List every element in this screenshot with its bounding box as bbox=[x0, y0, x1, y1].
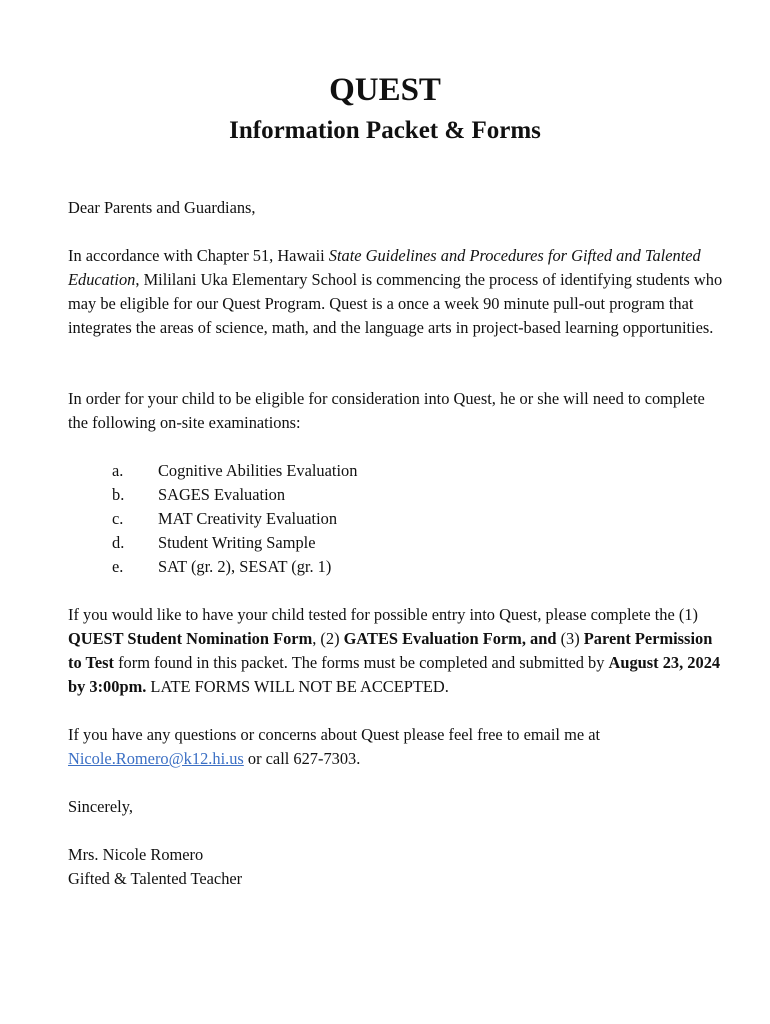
letter-closing: Sincerely, bbox=[68, 797, 133, 816]
letter-greeting: Dear Parents and Guardians, bbox=[68, 198, 256, 217]
exam-label: Student Writing Sample bbox=[158, 533, 316, 552]
contact-phone-text: or call 627-7303. bbox=[243, 749, 361, 768]
forms-text: If you would like to have your child tested for possible entry into Quest, please complete the (1) bbox=[68, 605, 698, 624]
page-title: QUEST bbox=[329, 72, 441, 108]
permission-form-name: Parent Permission to Test bbox=[68, 629, 713, 672]
contact-paragraph bbox=[68, 723, 728, 771]
forms-text: (3) bbox=[556, 629, 584, 648]
list-marker: c. bbox=[112, 509, 124, 528]
list-marker: d. bbox=[112, 533, 125, 552]
signature-role: Gifted & Talented Teacher bbox=[68, 869, 243, 888]
forms-text: form found in this packet. The forms must be completed and submitted by bbox=[114, 653, 609, 672]
exam-label: MAT Creativity Evaluation bbox=[158, 509, 338, 528]
gates-form-name: GATES Evaluation Form, and bbox=[343, 629, 557, 648]
list-item bbox=[112, 507, 357, 531]
exam-label: SAGES Evaluation bbox=[158, 485, 286, 504]
late-forms-warning: LATE FORMS WILL NOT BE ACCEPTED. bbox=[146, 677, 449, 696]
signature-name: Mrs. Nicole Romero bbox=[68, 845, 204, 864]
list-item bbox=[112, 459, 357, 483]
exam-label: SAT (gr. 2), SESAT (gr. 1) bbox=[158, 557, 332, 576]
forms-text: , (2) bbox=[312, 629, 344, 648]
contact-text: If you have any questions or concerns about Quest please feel free to email me at bbox=[68, 725, 601, 744]
list-marker: a. bbox=[112, 461, 124, 480]
nomination-form-name: QUEST Student Nomination Form bbox=[68, 629, 313, 648]
intro-text-end: , Mililani Uka Elementary School is commencing the process of identifying students who may be eligible for our Quest Program. Quest is a once a week 90 minute pull-out program that integrates the areas of science, math, and the language arts in project-based learning opportunities. bbox=[68, 270, 723, 337]
exam-label: Cognitive Abilities Evaluation bbox=[158, 461, 358, 480]
intro-paragraph bbox=[68, 244, 728, 340]
exam-list bbox=[112, 459, 357, 579]
guidelines-title: State Guidelines and Procedures for Gifted and Talented Education bbox=[68, 246, 701, 289]
email-link[interactable]: Nicole.Romero@k12.hi.us bbox=[68, 749, 244, 768]
list-item bbox=[112, 555, 357, 579]
list-marker: e. bbox=[112, 557, 124, 576]
list-marker: b. bbox=[112, 485, 125, 504]
list-item bbox=[112, 531, 357, 555]
intro-text-start: In accordance with Chapter 51, Hawaii bbox=[68, 246, 329, 265]
forms-paragraph bbox=[68, 603, 728, 699]
deadline: August 23, 2024 by 3:00pm. bbox=[68, 653, 721, 696]
page-subtitle: Information Packet & Forms bbox=[229, 117, 541, 144]
list-item bbox=[112, 483, 357, 507]
eligibility-paragraph: In order for your child to be eligible for consideration into Quest, he or she will need to complete the following on-site examinations: bbox=[68, 389, 705, 432]
